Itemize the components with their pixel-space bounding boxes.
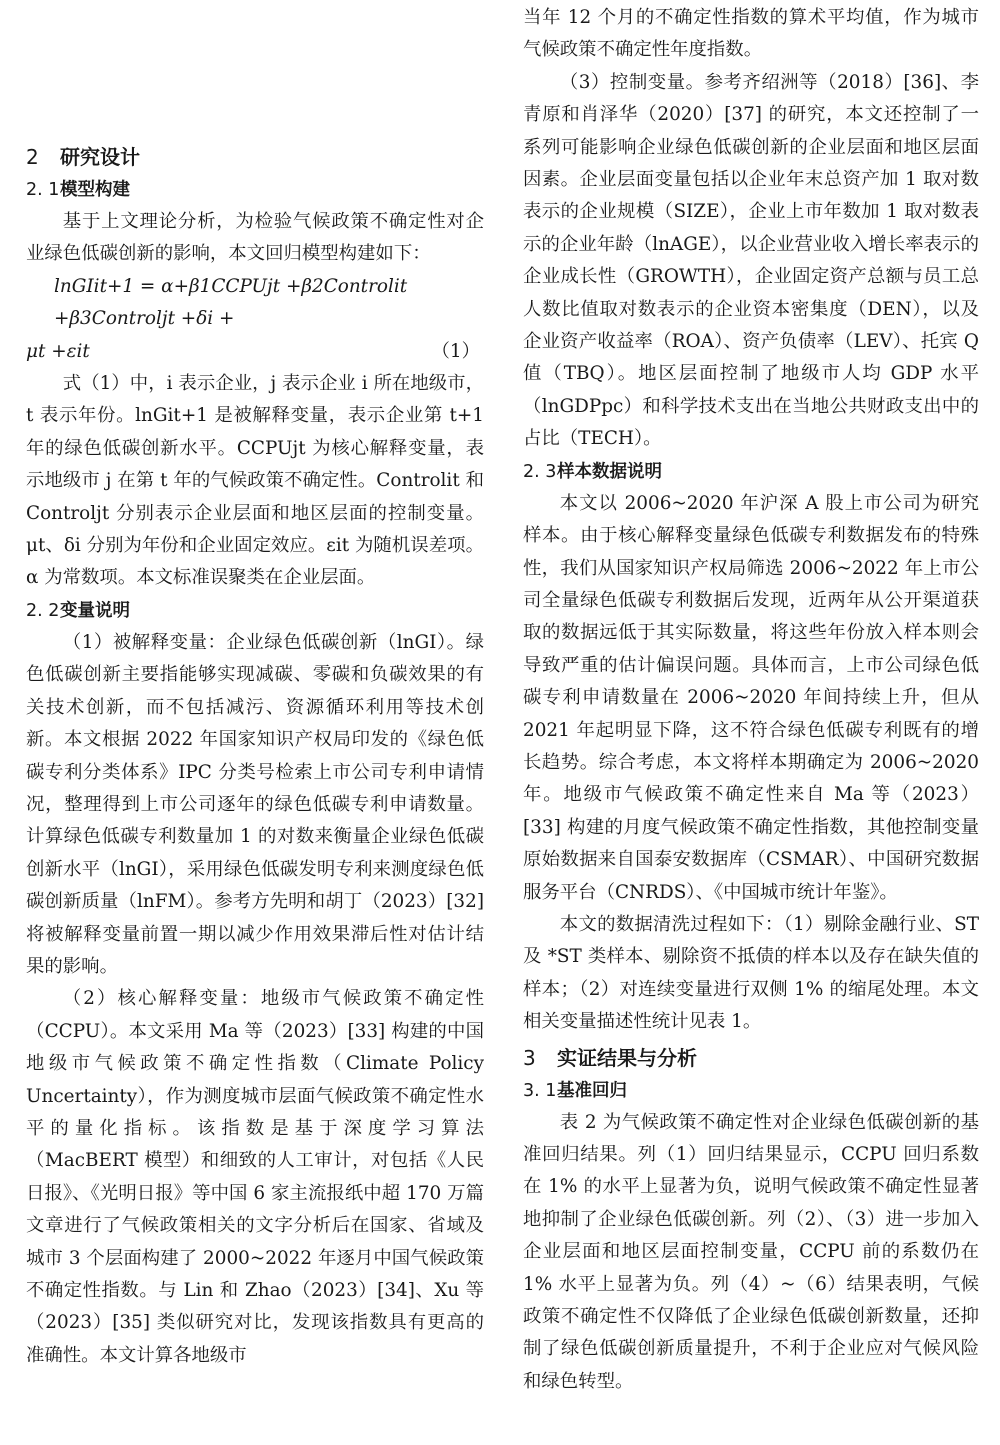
paragraph-model-intro: 基于上文理论分析，为检验气候政策不确定性对企业绿色低碳创新的影响，本文回归模型构建如下： — [26, 211, 484, 265]
equation-line-2: μt +εit — [26, 340, 90, 362]
subsection-heading-2-1 — [26, 174, 484, 206]
subsection-number: 2. 1 — [26, 180, 60, 200]
subsection-heading-3-1 — [523, 1075, 979, 1107]
paragraph-core-variable-part-1: （2）核心解释变量：地级市气候政策不确定性（CCPU）。本文采用 Ma 等（2023）[33] 构建的中国地级市气候政策不确定性指数（Climate Policy Uncertainty），作为测度城市层面气候政策不确定性水平的量化指标。该指数是基于深度学习算法（MacBERT 模型）和细致的人工审计，对包括《人民日报》、《光明日报》等中国 6 家主流报纸中超 170 万篇文章进行了气候政策相关的文字分析后在国家、省域及城市 3 个层面构建了 2000~2022 年逐月中国气候政策不确定性指数。与 Lin 和 Zhao（2023）[34]、Xu 等（2023）[35] 类似研究对比，发现该指数具有更高的准确性。本文计算各地级市 — [26, 988, 484, 1366]
paragraph-data-cleaning: 本文的数据清洗过程如下：（1）剔除金融行业、ST 及 *ST 类样本、剔除资不抵债的样本以及存在缺失值的样本；（2）对连续变量进行双侧 1% 的缩尾处理。本文相关变量描述性统计见表 1。 — [523, 913, 979, 1033]
paragraph-core-variable-part-2: 当年 12 个月的不确定性指数的算术平均值，作为城市气候政策不确定性年度指数。 — [523, 7, 979, 61]
section-title: 实证结果与分析 — [557, 1045, 697, 1070]
equation-line-1: lnGIit+1 = α+β1CCPUjt +β2Controlit +β3Controljt +δi + — [54, 275, 408, 330]
subsection-heading-2-3 — [523, 456, 979, 488]
paragraph-model-explain: 式（1）中，i 表示企业，j 表示企业 i 所在地级市，t 表示年份。lnGit+1 是被解释变量，表示企业第 t+1 年的绿色低碳创新水平。CCPUjt 为核心解释变量，表示地级市 j 在第 t 年的气候政策不确定性。Controlit 和 Controljt 分别表示企业层面和地区层面的控制变量。μt、δi 分别为年份和企业固定效应。εit 为随机误差项。α 为常数项。本文标准误聚类在企业层面。 — [26, 373, 484, 589]
paragraph-sample-data: 本文以 2006~2020 年沪深 A 股上市公司为研究样本。由于核心解释变量绿色低碳专利数据发布的特殊性，我们从国家知识产权局筛选 2006~2022 年上市公司全量绿色低碳专利数据后发现，近两年从公开渠道获取的数据远低于其实际数量，将这些年份放入样本则会导致严重的估计偏误问题。具体而言，上市公司绿色低碳专利申请数量在 2006~2020 年间持续上升，但从 2021 年起明显下降，这不符合绿色低碳专利既有的增长趋势。综合考虑，本文将样本期确定为 2006~2020 年。地级市气候政策不确定性来自 Ma 等（2023）[33] 构建的月度气候政策不确定性指数，其他控制变量原始数据来自国泰安数据库（CSMAR）、中国研究数据服务平台（CNRDS）、《中国城市统计年鉴》。 — [523, 492, 979, 903]
subsection-number: 3. 1 — [523, 1080, 557, 1101]
subsection-title: 基准回归 — [557, 1080, 627, 1101]
paragraph-control-variables: （3）控制变量。参考齐绍洲等（2018）[36]、李青原和肖泽华（2020）[37] 的研究，本文还控制了一系列可能影响企业绿色低碳创新的企业层面和地区层面因素。企业层面变量包括以企业年末总资产加 1 取对数表示的企业规模（SIZE），企业上市年数加 1 取对数表示的企业年龄（lnAGE），以企业营业收入增长率表示的企业成长性（GROWTH），企业固定资产总额与员工总人数比值取对数表示的企业资本密集度（DEN），以及企业资产收益率（ROA）、资产负债率（LEV）、托宾 Q 值（TBQ）。地区层面控制了地级市人均 GDP 水平（lnGDPpc）和科学技术支出在当地公共财政支出中的占比（TECH）。 — [523, 71, 979, 450]
equation-number: （1） — [431, 340, 480, 362]
subsection-heading-2-2 — [26, 595, 484, 627]
section-title: 研究设计 — [60, 145, 140, 169]
subsection-title: 样本数据说明 — [557, 461, 662, 482]
right-column — [523, 0, 979, 1445]
paragraph-baseline-regression: 表 2 为气候政策不确定性对企业绿色低碳创新的基准回归结果。列（1）回归结果显示，CCPU 回归系数在 1% 的水平上显著为负，说明气候政策不确定性显著地抑制了企业绿色低碳创新。列（2）、（3）进一步加入企业层面和地区层面控制变量，CCPU 前的系数仍在 1% 水平上显著为负。列（4）~（6）结果表明，气候政策不确定性不仅降低了企业绿色低碳创新数量，还抑制了绿色低碳创新质量提升，不利于企业应对气候风险和绿色转型。 — [523, 1111, 979, 1392]
subsection-number: 2. 2 — [26, 600, 60, 621]
section-heading-2 — [26, 140, 484, 174]
left-column — [26, 0, 484, 1445]
section-number: 3 — [523, 1045, 536, 1070]
subsection-title: 模型构建 — [60, 180, 130, 200]
subsection-number: 2. 3 — [523, 461, 557, 482]
section-heading-3 — [523, 1041, 979, 1075]
regression-equation — [26, 271, 484, 368]
equation-line-2-row — [26, 336, 484, 368]
section-number: 2 — [26, 145, 39, 169]
subsection-title: 变量说明 — [60, 600, 130, 621]
paragraph-dependent-variable: （1）被解释变量：企业绿色低碳创新（lnGI）。绿色低碳创新主要指能够实现减碳、零碳和负碳效果的有关技术创新，而不包括减污、资源循环利用等技术创新。本文根据 2022 年国家知识产权局印发的《绿色低碳专利分类体系》IPC 分类号检索上市公司专利申请情况，整理得到上市公司逐年的绿色低碳专利申请数量。计算绿色低碳专利数量加 1 的对数来衡量企业绿色低碳创新水平（lnGI），采用绿色低碳发明专利来测度绿色低碳创新质量（lnFM）。参考方先明和胡丁（2023）[32] 将被解释变量前置一期以减少作用效果滞后性对估计结果的影响。 — [26, 631, 484, 977]
